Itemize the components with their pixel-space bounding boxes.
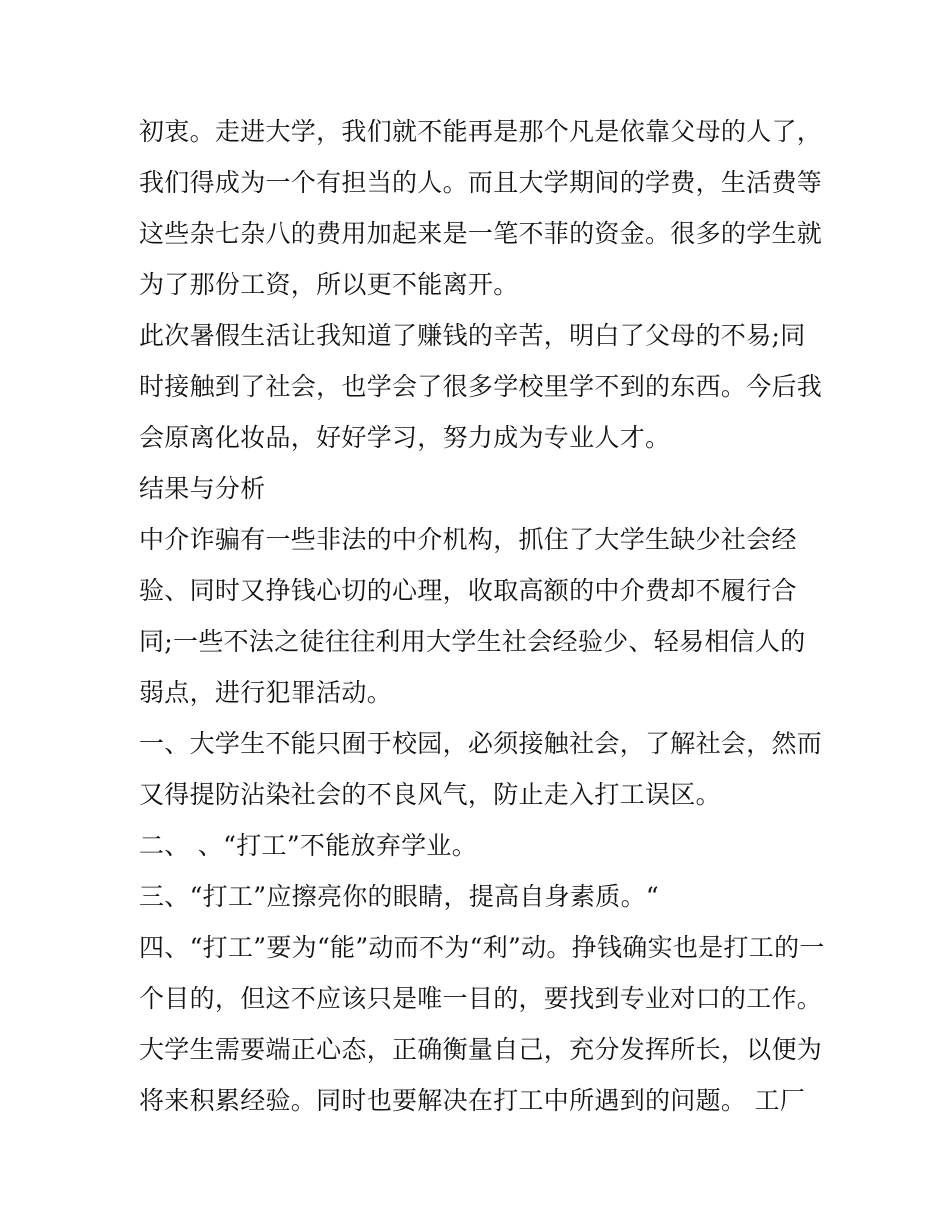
text-line: 这些杂七杂八的费用加起来是一笔不菲的资金。很多的学生就 [139,219,823,248]
text-line: 大学生需要端正心态，正确衡量自己，充分发挥所长，以便为 [139,1035,823,1064]
text-line: 为了那份工资，所以更不能离开。 [139,270,519,299]
list-item: 四、“打工”要为“能”动而不为“利”动。挣钱确实也是打工的一 [139,933,825,962]
text-line: 会原离化妆品，好好学习，努力成为专业人才。 [139,423,671,452]
list-item: 二、 、“打工”不能放弃学业。 [139,831,478,860]
text-line: 弱点，进行犯罪活动。 [139,678,393,707]
text-line: 将来积累经验。同时也要解决在打工中所遇到的问题。 工厂 [139,1086,806,1115]
text-line: 中介诈骗有一些非法的中介机构，抓住了大学生缺少社会经 [139,525,797,554]
text-line: 时接触到了社会，也学会了很多学校里学不到的东西。今后我 [139,372,823,401]
text-line: 又得提防沾染社会的不良风气，防止走入打工误区。 [139,780,721,809]
text-line: 初衷。走进大学，我们就不能再是那个凡是依靠父母的人了， [139,117,823,146]
text-line: 验、同时又挣钱心切的心理，收取高额的中介费却不履行合 [139,576,797,605]
document-body [139,106,825,1126]
text-line: 我们得成为一个有担当的人。而且大学期间的学费，生活费等 [139,168,823,197]
section-heading: 结果与分析 [139,474,266,503]
text-line: 个目的，但这不应该只是唯一目的，要找到专业对口的工作。 [139,984,823,1013]
text-line: 此次暑假生活让我知道了赚钱的辛苦，明白了父母的不易;同 [139,321,806,350]
text-line: 同;一些不法之徒往往利用大学生社会经验少、轻易相信人的 [139,627,806,656]
list-item: 一、大学生不能只囿于校园，必须接触社会，了解社会，然而 [139,729,823,758]
list-item: 三、“打工”应擦亮你的眼睛，提高自身素质。“ [139,882,659,911]
